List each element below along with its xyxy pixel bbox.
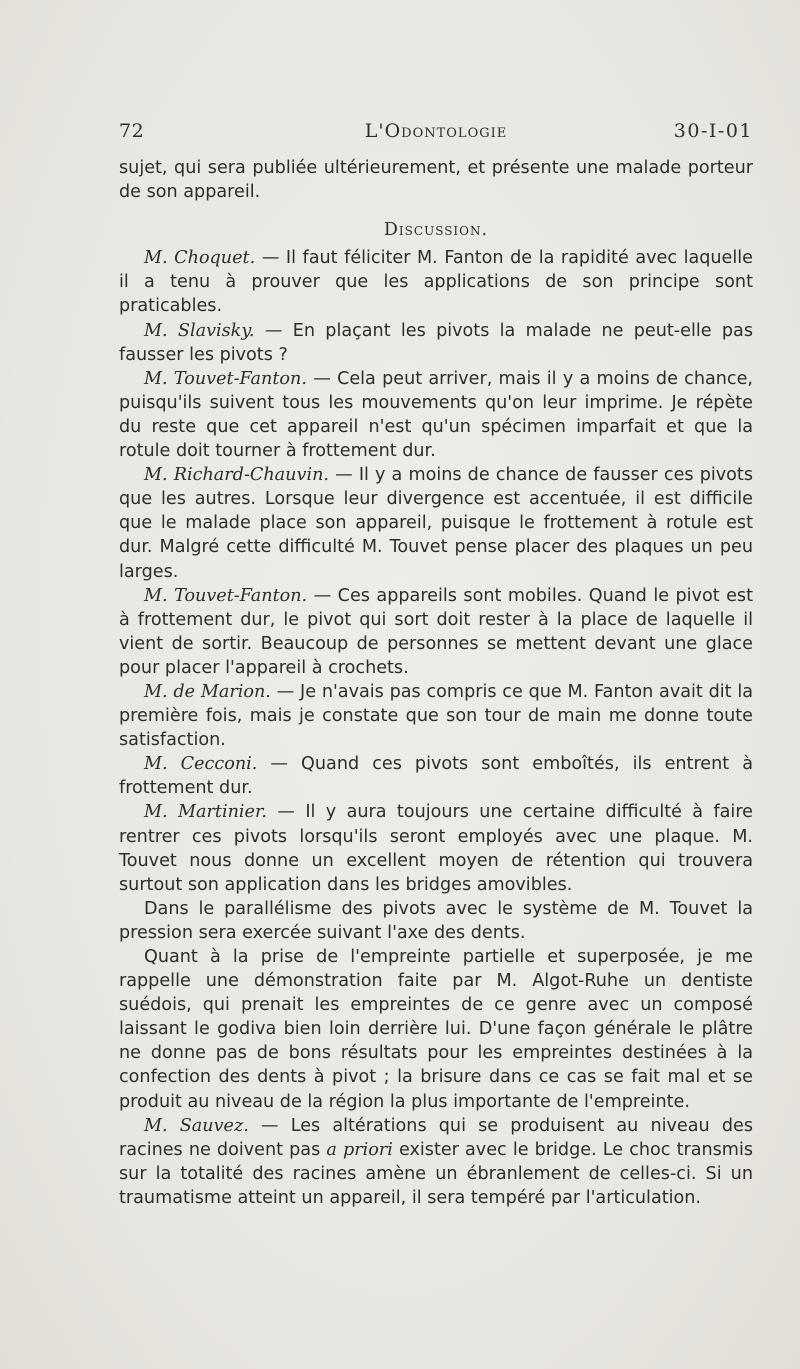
page-number: 72 [119, 120, 145, 142]
intervention-martinier [119, 800, 753, 896]
page-body [119, 156, 753, 1210]
speaker-name: M. Choquet. [144, 248, 256, 269]
speaker-name: M. Sauvez. [144, 1115, 249, 1136]
speech-text: — Il y a moins de chance de fausser ces pivots que les autres. Lorsque leur divergence est accentuée, il est difficile que le malade place son appareil, puisque le frottement à rotule est dur. Malgré cette difficulté M. Touvet pense placer des plaques un peu larges. [119, 465, 753, 582]
speech-text-end: exister avec le bridge. Le choc transmis sur la totalité des racines amène un ébranlement de celles-ci. Si un traumatisme atteint un appareil, il sera tempéré par l'articulation. [119, 1139, 753, 1208]
running-header [119, 120, 753, 146]
issue-date: 30-I-01 [673, 120, 753, 142]
paragraph-parallelisme: Dans le parallélisme des pivots avec le système de M. Touvet la pression sera exercée suivant l'axe des dents. [119, 898, 753, 943]
intervention-richard-chauvin [119, 463, 753, 583]
running-title: L'Odontologie [364, 120, 508, 142]
paragraph-empreinte: Quant à la prise de l'empreinte partielle et superposée, je me rappelle une démonstration faite par M. Algot-Ruhe un dentiste suédois, qui prenait les empreintes de ce genre avec un composé laissant le godiva bien loin derrière lui. D'une façon générale le plâtre ne donne pas de bons résultats pour les empreintes destinées à la confection des dents à pivot ; la brisure dans ce cas se fait mal et se produit au niveau de la région la plus importante de l'empreinte. [119, 947, 753, 1112]
italic-phrase: a priori [326, 1139, 393, 1160]
speech-text: — Ces appareils sont mobiles. Quand le pivot est à frottement dur, le pivot qui sort doit rester à la place de laquelle il vient de sortir. Beaucoup de personnes se mettent devant une glace pour placer l'appareil à crochets. [119, 585, 753, 678]
speech-text: — Je n'avais pas compris ce que M. Fanton avait dit la première fois, mais je constate que son tour de main me donne toute satisfaction. [119, 681, 753, 751]
speaker-name: M. Touvet-Fanton. [144, 368, 307, 389]
intervention-de-marion [119, 680, 753, 752]
section-title: Discussion. [383, 220, 489, 241]
speaker-name: M. Richard-Chauvin. [144, 465, 329, 486]
speaker-name: M. Touvet-Fanton. [144, 585, 308, 606]
speaker-name: M. Slavisky. [144, 320, 255, 341]
intervention-slavisky [119, 319, 753, 367]
speaker-name: M. Cecconi. [144, 754, 258, 775]
speaker-name: M. de Marion. [144, 681, 271, 702]
intervention-choquet [119, 246, 753, 318]
speaker-name: M. Martinier. [144, 802, 268, 823]
speech-text: — Les altérations qui se produisent au niveau des racines ne doivent pas [119, 1115, 753, 1160]
speech-text: — Cela peut arriver, mais il y a moins de chance, puisqu'ils suivent tous les mouvements qu'on leur imprime. Je répète du reste que cet appareil n'est qu'un spécimen imparfait et que la rotule doit tourner à frottement dur. [119, 368, 753, 462]
speech-text: — Quand ces pivots sont emboîtés, ils entrent à frottement dur. [119, 754, 753, 799]
intervention-touvet-fanton-1 [119, 367, 753, 463]
opening-paragraph: sujet, qui sera publiée ultérieurement, et présente une malade porteur de son appareil. [119, 158, 753, 203]
speech-text: — Il y aura toujours une certaine difficulté à faire rentrer ces pivots lorsqu'ils seront employés avec une plaque. M. Touvet nous donne un excellent moyen de rétention qui trouvera surtout son application dans les bridges amovibles. [119, 802, 753, 895]
speech-text: — Il faut féliciter M. Fanton de la rapidité avec laquelle il a tenu à prouver que les applications de son principe sont praticables. [119, 248, 753, 317]
intervention-sauvez [119, 1114, 753, 1210]
intervention-cecconi [119, 752, 753, 800]
intervention-touvet-fanton-2 [119, 584, 753, 680]
speech-text: — En plaçant les pivots la malade ne peut-elle pas fausser les pivots ? [119, 320, 753, 365]
